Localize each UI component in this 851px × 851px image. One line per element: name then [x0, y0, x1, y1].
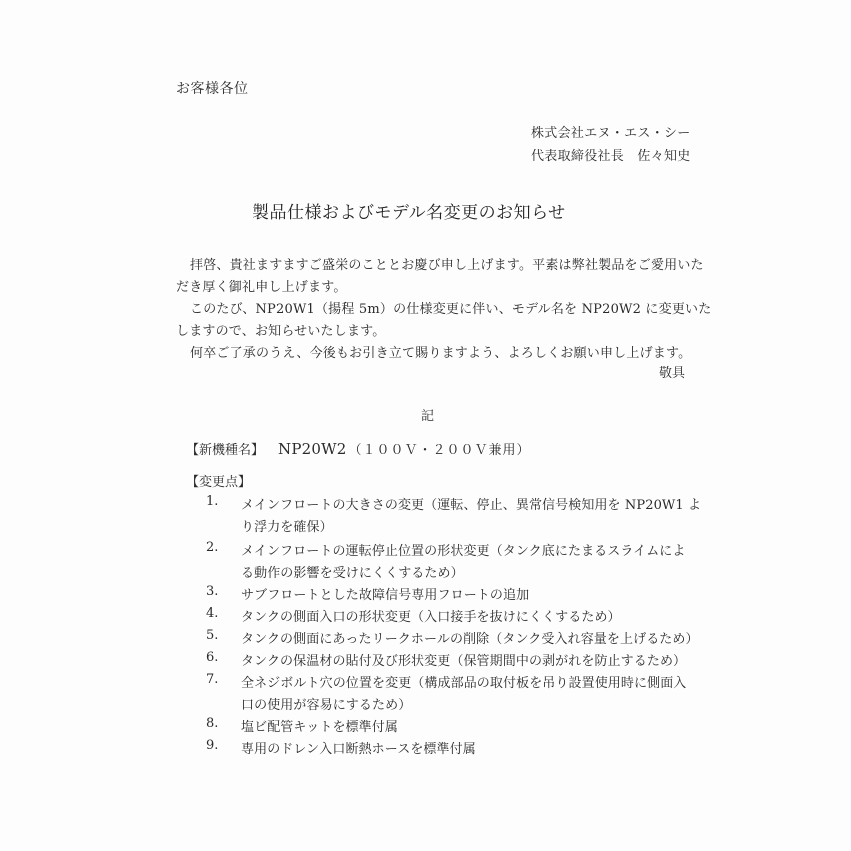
change-item-text: 専用のドレン入口断熱ホースを標準付属 [241, 742, 476, 757]
change-item-text: る動作の影響を受けにくくするため） [241, 566, 464, 581]
change-item-text: メインフロートの運転停止位置の形状変更（タンク底にたまるスライムによ [241, 544, 686, 559]
notice-title: 製品仕様およびモデル名変更のお知らせ [252, 203, 566, 223]
change-item-number: 7. [206, 672, 219, 687]
new-model-row [186, 439, 531, 458]
addressee: お客様各位 [176, 81, 249, 97]
new-model-label: 【新機種名】 [186, 443, 265, 458]
change-item-text: タンクの保温材の貼付及び形状変更（保管期間中の剥がれを防止するため） [241, 654, 687, 669]
company-name: 株式会社エヌ・エス・シー [531, 126, 691, 141]
change-item-text: り浮力を確保） [241, 520, 333, 535]
change-item-text: 全ネジボルト穴の位置を変更（構成部品の取付板を吊り設置使用時に側面入 [241, 676, 687, 691]
body-line: 拝啓、貴社ますますご盛栄のこととお慶び申し上げます。平素は弊社製品をご愛用いた [190, 258, 704, 273]
change-item-text: メインフロートの大きさの変更（運転、停止、異常信号検知用を NP20W1 よ [241, 498, 702, 513]
change-item-text: サブフロートとした故障信号専用フロートの追加 [241, 588, 530, 603]
change-item-number: 6. [206, 650, 219, 665]
change-item-number: 2. [206, 540, 219, 555]
change-item-number: 5. [206, 628, 219, 643]
body-line: しますので、お知らせいたします。 [176, 324, 386, 339]
change-item-number: 1. [206, 494, 219, 509]
closing-remark: 敬具 [659, 366, 686, 381]
change-item-text: 塩ビ配管キットを標準付属 [241, 720, 398, 735]
change-item-text: タンクの側面にあったリークホールの削除（タンク受入れ容量を上げるため） [241, 632, 699, 647]
change-item-number: 4. [206, 606, 219, 621]
change-item-number: 9. [206, 738, 219, 753]
body-line: だき厚く御礼申し上げます。 [176, 280, 347, 295]
body-line: 何卒ご了承のうえ、今後もお引き立て賜りますよう、よろしくお願い申し上げます。 [190, 346, 692, 361]
change-item-number: 8. [206, 716, 219, 731]
change-item-text: タンクの側面入口の形状変更（入口接手を抜けにくくするため） [241, 610, 621, 625]
change-item-number: 3. [206, 584, 219, 599]
president-name: 代表取締役社長 佐々知史 [531, 149, 691, 164]
change-item-text: 口の使用が容易にするため） [241, 698, 412, 713]
new-model-spec: （１００Ｖ・２００Ｖ兼用） [348, 443, 531, 458]
ki-heading: 記 [421, 409, 435, 424]
body-line: このたび、NP20W1（揚程 5m）の仕様変更に伴い、モデル名を NP20W2 に変更いた [190, 302, 712, 317]
changes-label: 【変更点】 [186, 475, 252, 490]
new-model-name: NP20W2 [278, 440, 347, 458]
